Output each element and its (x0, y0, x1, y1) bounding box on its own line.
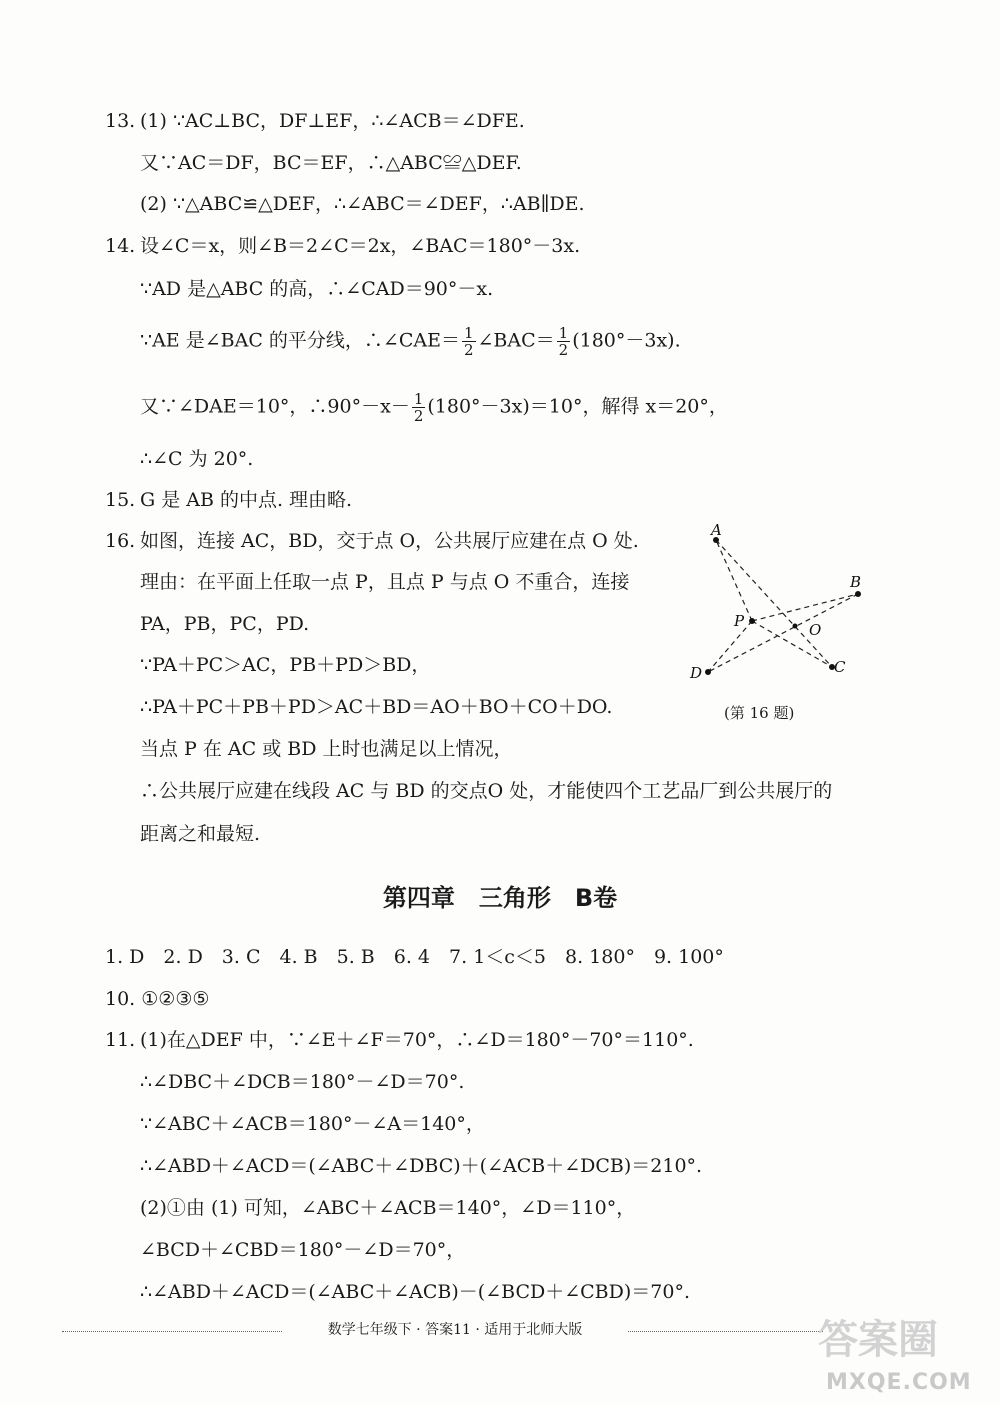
q14-line-2: ∵AD 是△ABC 的高，∴∠CAD＝90°－x. (140, 278, 494, 300)
q14-number: 14. (105, 235, 136, 257)
q11-number: 11. (105, 1029, 136, 1051)
footer-rule-left (62, 1331, 282, 1332)
q13-number: 13. (105, 110, 136, 132)
q15-line-1: G 是 AB 的中点. 理由略. (140, 489, 353, 511)
segment-PB (752, 594, 858, 621)
q14-line-3-a: ∵AE 是∠BAC 的平分线，∴∠CAE＝ (140, 329, 460, 352)
chapter-heading: 第四章 三角形 B卷 (382, 884, 618, 912)
segment-PA (716, 540, 752, 621)
q11-line-2: ∴∠DBC＋∠DCB＝180°－∠D＝70°. (140, 1071, 465, 1093)
q11-line-4: ∴∠ABD＋∠ACD＝(∠ABC＋∠DBC)＋(∠ACB＋∠DCB)＝210°. (140, 1155, 703, 1177)
point-O (793, 624, 798, 629)
q16-line-2: 理由：在平面上任取一点 P，且点 P 与点 O 不重合，连接 (140, 571, 630, 593)
q11-line-5: (2)①由 (1) 可知，∠ABC＋∠ACB＝140°，∠D＝110°， (140, 1197, 636, 1219)
q16-line-6: 当点 P 在 AC 或 BD 上时也满足以上情况， (140, 738, 513, 760)
q14-line-4 (140, 391, 728, 424)
label-D: D (690, 664, 703, 682)
label-B: B (850, 573, 862, 591)
q14-line-3 (140, 325, 681, 358)
q16-line-7: ∴公共展厅应建在线段 AC 与 BD 的交点O 处，才能使四个工艺品厂到公共展厅的 (140, 780, 833, 802)
page-footer: 数学七年级下 · 答案11 · 适用于北师大版 (327, 1322, 583, 1338)
watermark-logo: 答案圈 (818, 1317, 938, 1363)
q14-line-3-c: (180°－3x). (572, 329, 681, 352)
q11-line-7: ∴∠ABD＋∠ACD＝(∠ABC＋∠ACB)－(∠BCD＋∠CBD)＝70°. (140, 1281, 690, 1303)
fraction-half: $\frac{1}{2}$ (463, 324, 474, 359)
label-A: A (711, 521, 722, 539)
q14-line-4-b: (180°－3x)＝10°，解得 x＝20°， (427, 395, 728, 418)
fraction-half: $\frac{1}{2}$ (558, 324, 569, 359)
q13-line-3: (2) ∵△ABC≌△DEF，∴∠ABC＝∠DEF，∴AB∥DE. (140, 193, 585, 215)
fraction-half: $\frac{1}{2}$ (413, 390, 424, 425)
q13-line-1: (1) ∵AC⊥BC，DF⊥EF，∴∠ACB＝∠DFE. (140, 110, 525, 132)
q14-line-3-b: ∠BAC＝ (477, 329, 555, 352)
segment-PD (708, 621, 752, 672)
label-C: C (834, 658, 846, 676)
answer-10: 10. ①②③⑤ (105, 988, 210, 1010)
q15-number: 15. (105, 489, 136, 511)
q13-line-2: 又∵AC＝DF，BC＝EF，∴△ABC≌△DEF. (140, 152, 522, 174)
q16-line-3: PA，PB，PC，PD. (140, 613, 310, 635)
q16-line-5: ∴PA＋PC＋PB＋PD＞AC＋BD＝AO＋BO＋CO＋DO. (140, 696, 613, 718)
label-O: O (809, 621, 822, 639)
q11-line-1: (1)在△DEF 中，∵∠E＋∠F＝70°，∴∠D＝180°－70°＝110°. (140, 1029, 694, 1051)
point-D (705, 669, 711, 675)
q16-line-8: 距离之和最短. (140, 823, 261, 845)
point-P (749, 618, 755, 624)
q16-line-4: ∵PA＋PC＞AC，PB＋PD＞BD， (140, 654, 431, 676)
q14-line-4-a: 又∵∠DAE＝10°，∴90°－x－ (140, 395, 410, 418)
answers-1-9: 1. D 2. D 3. C 4. B 5. B 6. 4 7. 1＜c＜5 8. 180° 9. 100° (105, 946, 724, 968)
q11-line-6: ∠BCD＋∠CBD＝180°－∠D＝70°， (140, 1239, 466, 1261)
q16-number: 16. (105, 530, 136, 552)
point-B (855, 591, 861, 597)
q11-line-3: ∵∠ABC＋∠ACB＝180°－∠A＝140°， (140, 1113, 485, 1135)
label-P: P (734, 612, 745, 630)
watermark-site: MXQE.COM (826, 1370, 972, 1395)
segment-AC (716, 540, 832, 667)
q14-line-5: ∴∠C 为 20°. (140, 448, 254, 470)
q16-line-1: 如图，连接 AC，BD，交于点 O，公共展厅应建在点 O 处. (140, 530, 639, 552)
footer-rule-right (628, 1331, 823, 1332)
q16-figure (680, 520, 880, 700)
figure-caption: (第 16 题) (724, 704, 795, 722)
q14-line-1: 设∠C＝x，则∠B＝2∠C＝2x，∠BAC＝180°－3x. (140, 235, 581, 257)
